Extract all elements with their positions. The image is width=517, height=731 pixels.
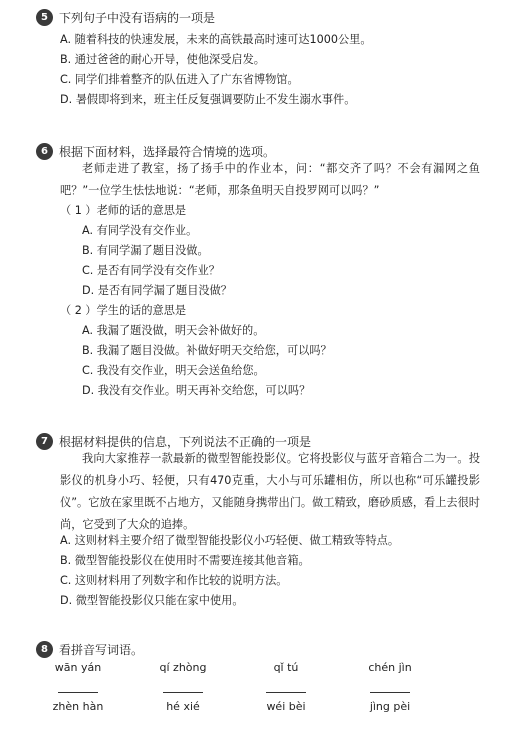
question-number-badge: 6 — [36, 143, 53, 160]
option-a: A. 有同学没有交作业。 — [82, 224, 198, 237]
pinyin-prompt: zhèn hàn — [52, 700, 104, 713]
option-c: C. 同学们排着整齐的队伍进入了广东省博物馆。 — [60, 73, 299, 86]
option-c: C. 这则材料用了列数字和作比较的说明方法。 — [60, 574, 288, 587]
question-5-header — [36, 8, 215, 26]
option-a: A. 这则材料主要介绍了微型智能投影仪小巧轻便、做工精致等特点。 — [60, 534, 400, 547]
question-stem: 看拼音写词语。 — [59, 642, 144, 657]
passage-text: 我向大家推荐一款最新的微型智能投影仪。它将投影仪与蓝牙音箱合二为一。投影仪的机身小巧、轻便，只有470克重，大小与可乐罐相仿，所以也称“可乐罐投影仪”。它放在家里既不占地方，又能随身携带出门。做工精致，磨砂质感，看上去很时尚，它受到了大众的追捧。 — [60, 452, 480, 531]
sub-question-1-title: （ 1 ）老师的话的意思是 — [60, 204, 187, 217]
question-number-badge: 5 — [36, 9, 53, 26]
passage-text: 老师走进了教室，扬了扬手中的作业本，问：“都交齐了吗？不会有漏网之鱼吧？”一位学生怯怯地说：“老师，那条鱼明天自投罗网可以吗？” — [60, 162, 480, 197]
answer-blank[interactable] — [163, 692, 203, 693]
option-b: B. 有同学漏了题目没做。 — [82, 244, 209, 257]
option-a: A. 我漏了题没做，明天会补做好的。 — [82, 324, 265, 337]
answer-blank[interactable] — [58, 692, 98, 693]
question-stem: 下列句子中没有语病的一项是 — [59, 10, 216, 25]
question-number-badge: 7 — [36, 433, 53, 450]
option-d: D. 我没有交作业。明天再补交给您，可以吗？ — [82, 384, 311, 397]
option-d: D. 是否有同学漏了题目没做？ — [82, 284, 232, 297]
question-8-header — [36, 640, 143, 658]
answer-blank[interactable] — [370, 692, 410, 693]
option-d: D. 微型智能投影仪只能在家中使用。 — [60, 594, 244, 607]
question-stem: 根据下面材料，选择最符合情境的选项。 — [59, 144, 276, 159]
option-b: B. 微型智能投影仪在使用时不需要连接其他音箱。 — [60, 554, 310, 567]
pinyin-prompt: wéi bèi — [266, 700, 306, 713]
question-number-badge: 8 — [36, 641, 53, 658]
pinyin-prompt: jìng pèi — [369, 700, 411, 713]
option-b: B. 通过爸爸的耐心开导，使他深受启发。 — [60, 53, 265, 66]
question-stem: 根据材料提供的信息，下列说法不正确的一项是 — [59, 434, 312, 449]
pinyin-prompt: qǐ tú — [273, 661, 299, 674]
pinyin-prompt: hé xié — [166, 700, 200, 713]
answer-blank[interactable] — [266, 692, 306, 693]
option-b: B. 我漏了题目没做。补做好明天交给您，可以吗？ — [82, 344, 332, 357]
pinyin-prompt: wān yán — [54, 661, 102, 674]
pinyin-prompt: qí zhòng — [159, 661, 207, 674]
option-c: C. 我没有交作业，明天会送鱼给您。 — [82, 364, 265, 377]
option-a: A. 随着科技的快速发展，未来的高铁最高时速可达1000公里。 — [60, 33, 372, 46]
option-d: D. 暑假即将到来，班主任反复强调要防止不发生溺水事件。 — [60, 93, 356, 106]
sub-question-2-title: （ 2 ）学生的话的意思是 — [60, 304, 187, 317]
option-c: C. 是否有同学没有交作业？ — [82, 264, 220, 277]
pinyin-prompt: chén jìn — [368, 661, 412, 674]
